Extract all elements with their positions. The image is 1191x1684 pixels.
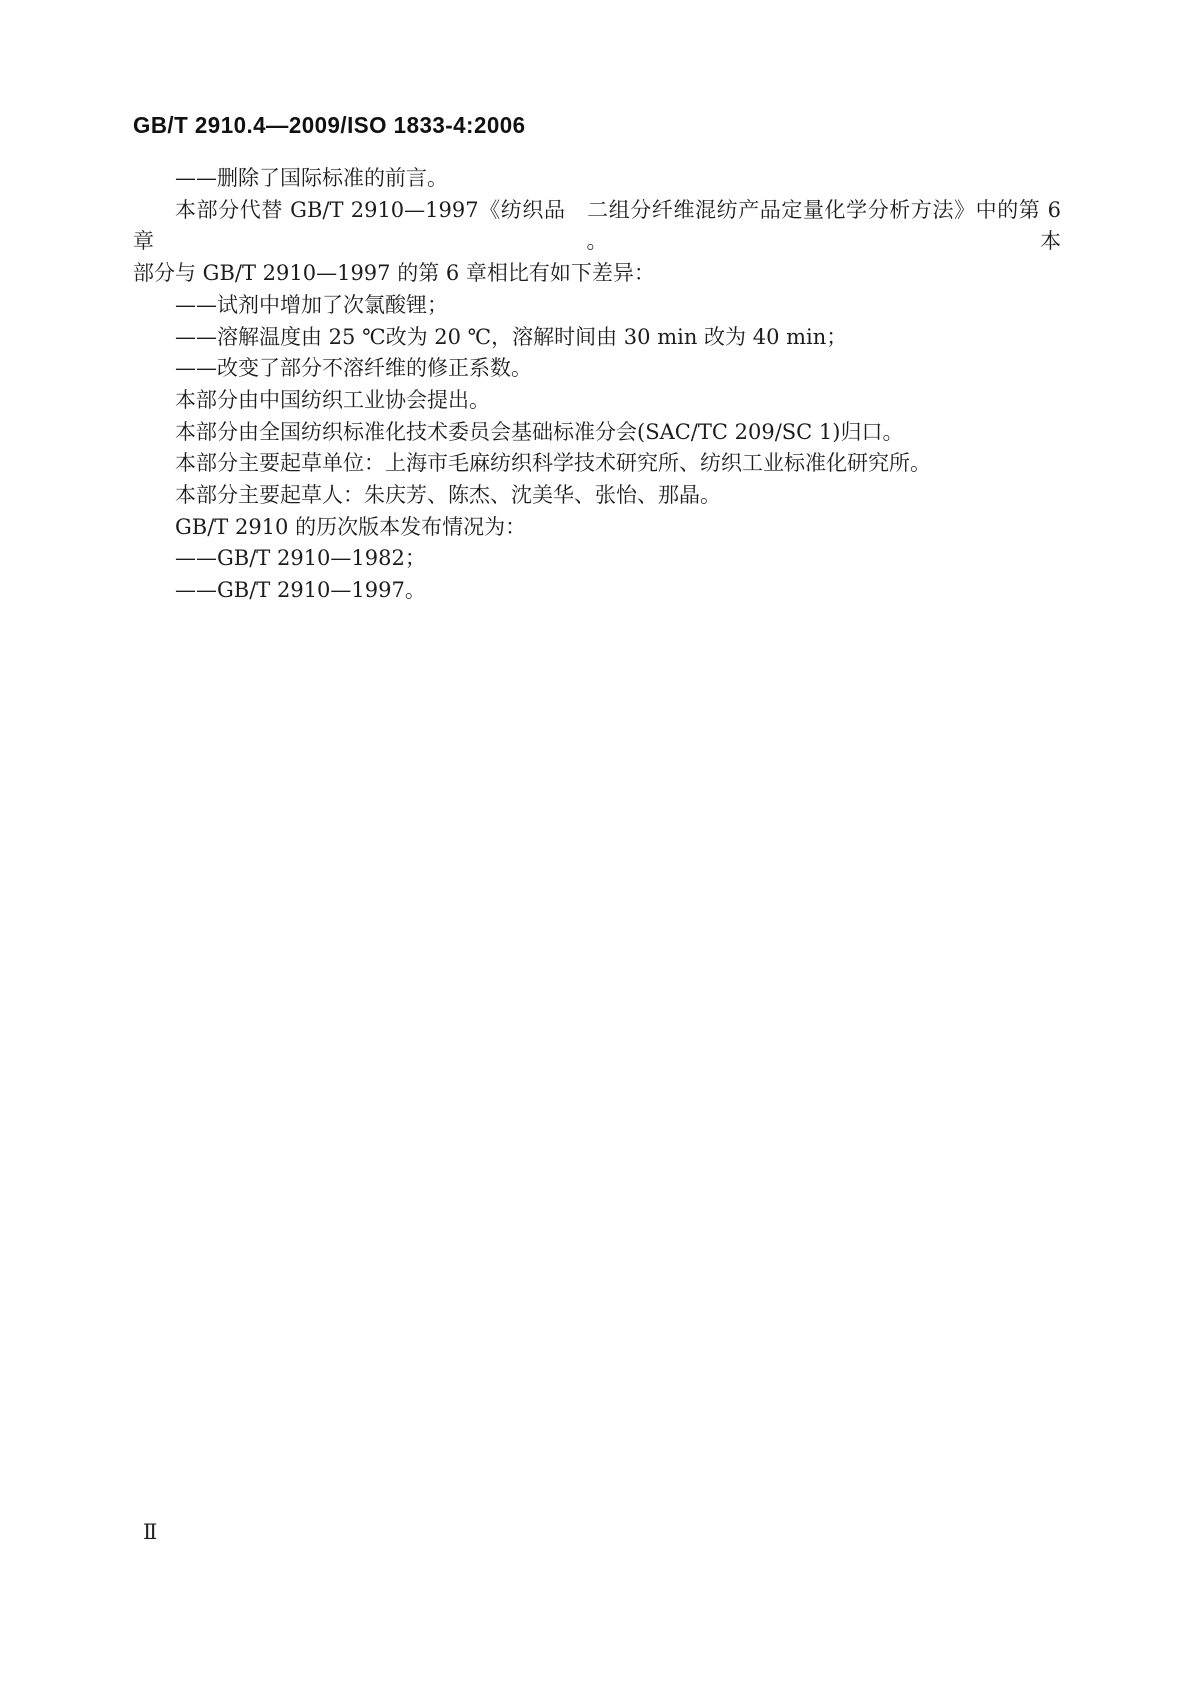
text-line: 本部分由全国纺织标准化技术委员会基础标准分会(SAC/TC 209/SC 1)归口。 [175,419,904,444]
text-line: ——试剂中增加了次氯酸锂； [175,292,448,317]
text-line: GB/T 2910 的历次版本发布情况为： [175,514,527,539]
text-line: 本部分主要起草人：朱庆芳、陈杰、沈美华、张怡、那晶。 [175,483,721,508]
page-number: Ⅱ [143,1520,158,1544]
text-line: ——删除了国际标准的前言。 [175,166,448,190]
text-line: 本部分由中国纺织工业协会提出。 [175,387,490,412]
text-line: 本部分主要起草单位：上海市毛麻纺织科学技术研究所、纺织工业标准化研究所。 [175,451,931,476]
foreword-body [133,163,1061,607]
text-line: ——GB/T 2910—1997。 [175,578,426,603]
text-line: ——GB/T 2910—1982； [175,546,426,571]
text-line: 本部分代替 GB/T 2910—1997《纺织品 二组分纤维混纺产品定量化学分析方法》中的第 6 章。本 [133,197,1061,254]
text-line: ——溶解温度由 25 ℃改为 20 ℃，溶解时间由 30 min 改为 40 min； [175,324,848,349]
text-line: ——改变了部分不溶纤维的修正系数。 [175,356,532,381]
standard-number-header: GB/T 2910.4—2009/ISO 1833-4:2006 [133,112,526,138]
text-line: 部分与 GB/T 2910—1997 的第 6 章相比有如下差异： [133,261,655,286]
